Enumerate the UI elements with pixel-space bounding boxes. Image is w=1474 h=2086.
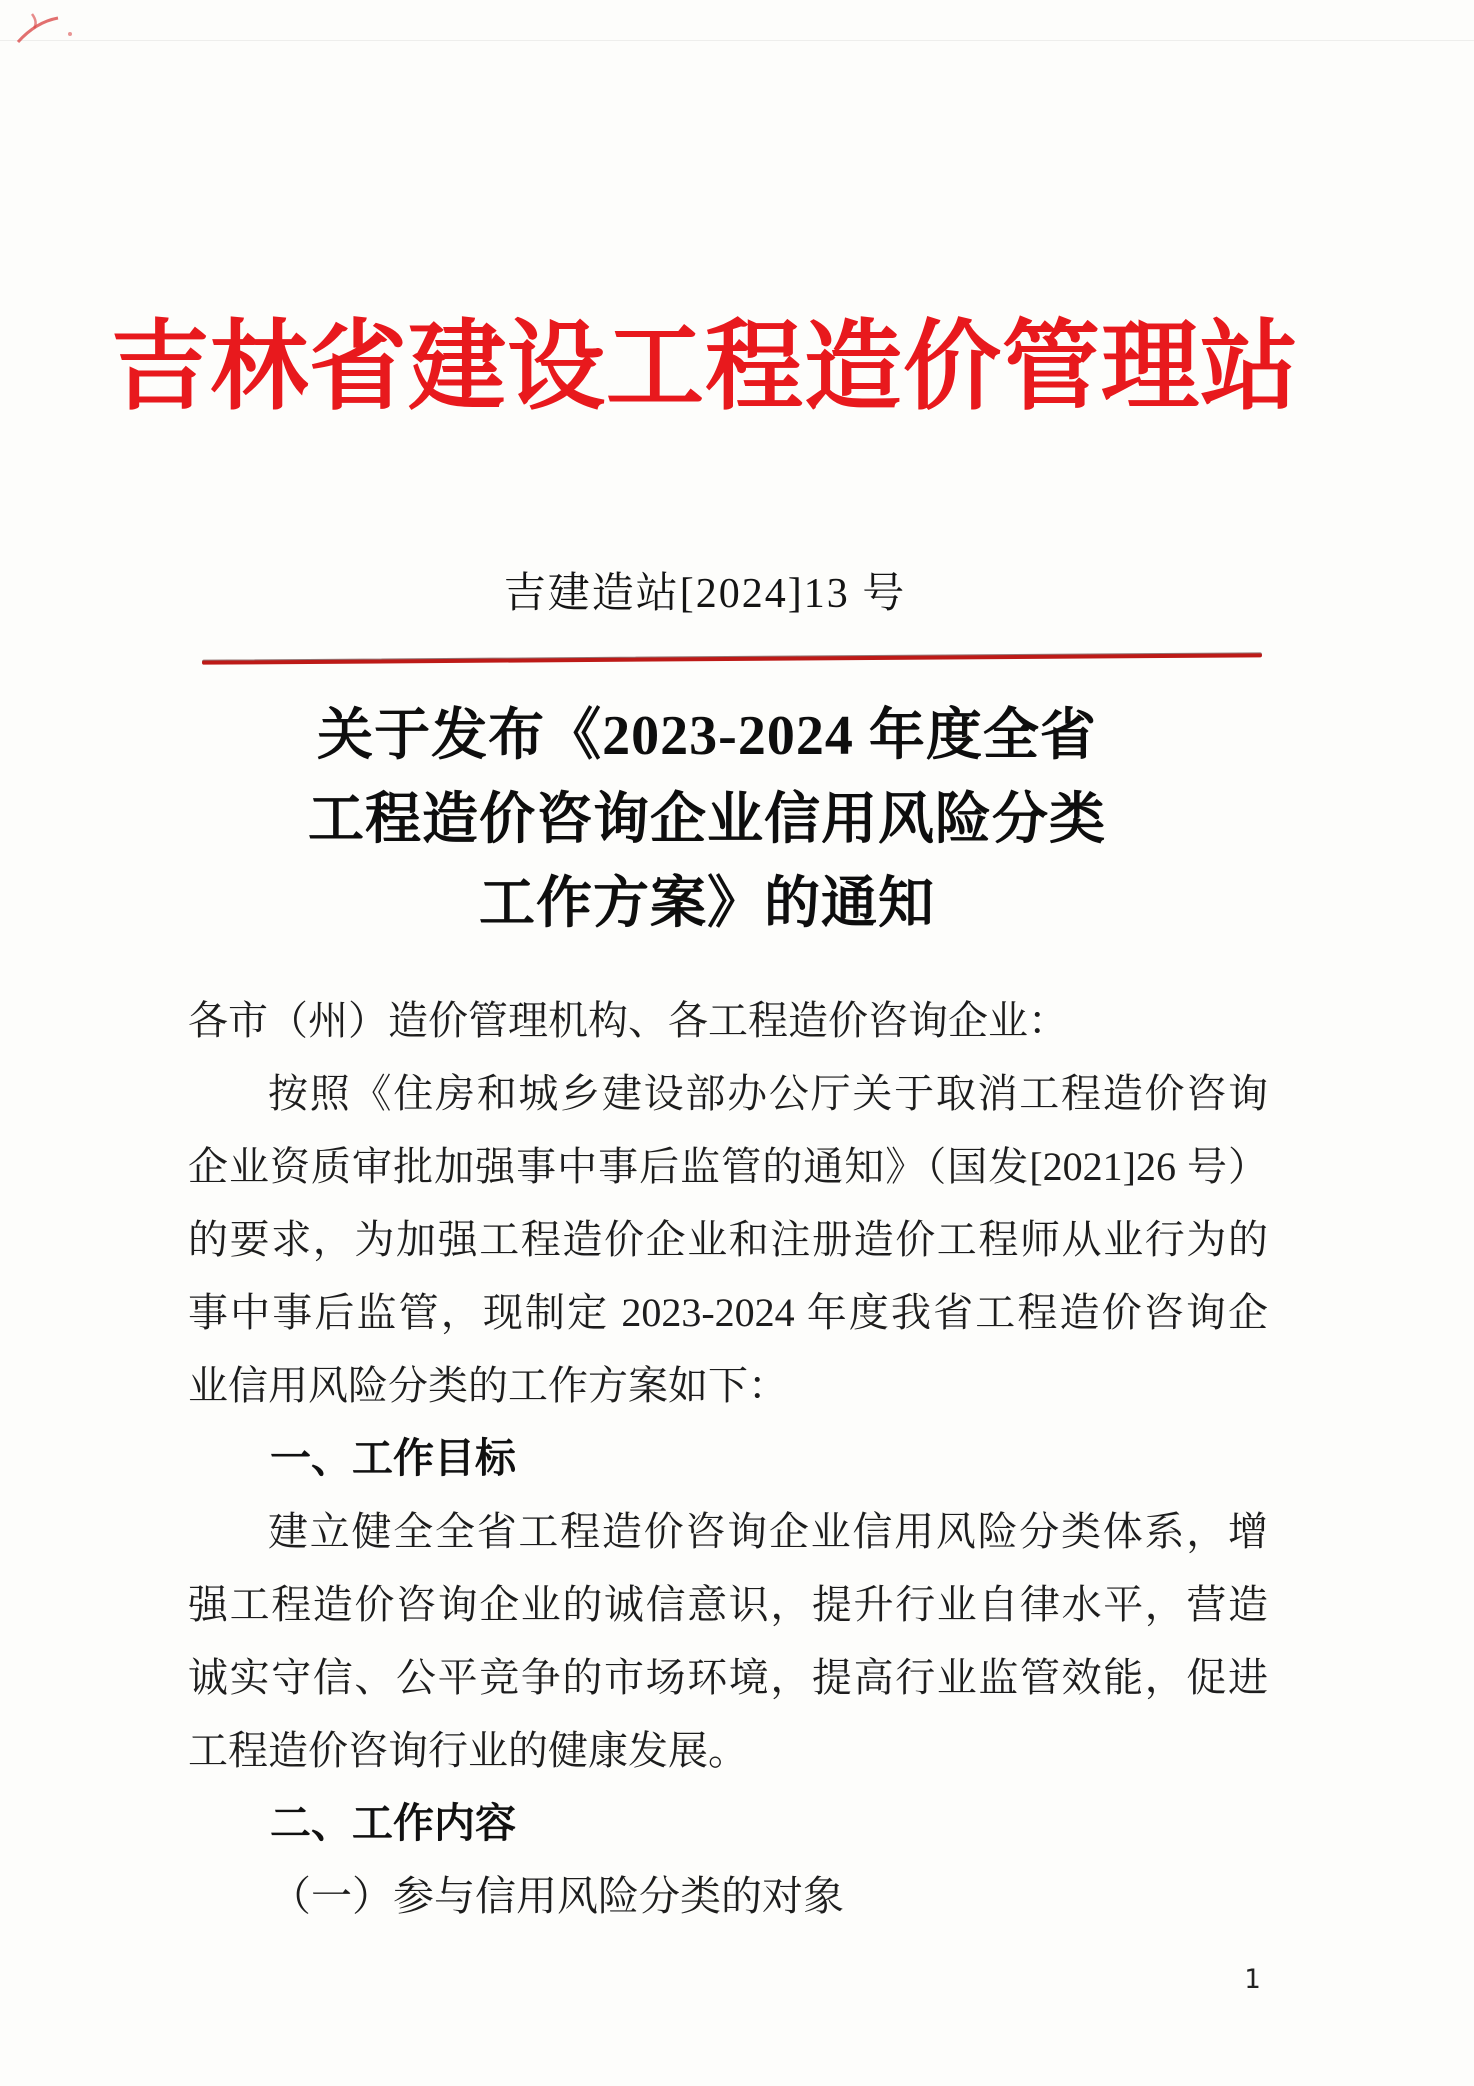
notice-title-line-3: 工作方案》的通知 (479, 873, 935, 935)
document-number: 吉建造站[2024]13 号 (503, 571, 907, 617)
body-text-line: 建立健全全省工程造价咨询企业信用风险分类体系，增 (268, 1509, 1268, 1554)
section-heading-2: 二、工作内容 (270, 1800, 516, 1846)
body-text-line: 工程造价咨询行业的健康发展。 (188, 1728, 748, 1773)
section-heading-1: 一、工作目标 (270, 1435, 516, 1481)
body-text-line: 的要求，为加强工程造价企业和注册造价工程师从业行为的 (188, 1217, 1268, 1262)
salutation: 各市（州）造价管理机构、各工程造价咨询企业： (188, 998, 1068, 1043)
body-text-line: 企业资质审批加强事中事后监管的通知》（国发[2021]26 号） (188, 1144, 1268, 1189)
agency-title: 吉林省建设工程造价管理站 (110, 314, 1299, 422)
notice-title-line-2: 工程造价咨询企业信用风险分类 (308, 789, 1106, 851)
body-text-line: 业信用风险分类的工作方案如下： (188, 1363, 788, 1408)
document-body (188, 984, 1268, 1933)
subsection-heading: （一）参与信用风险分类的对象 (270, 1873, 844, 1919)
scan-artifact-line (0, 40, 1474, 41)
body-text-line: 诚实守信、公平竞争的市场环境，提高行业监管效能，促进 (188, 1655, 1268, 1700)
body-text-line: 强工程造价咨询企业的诚信意识，提升行业自律水平，营造 (188, 1582, 1268, 1627)
body-text-line: 按照《住房和城乡建设部办公厅关于取消工程造价咨询 (268, 1071, 1268, 1116)
page-number: 1 (1244, 1964, 1261, 1995)
red-pen-marks-icon (6, 4, 96, 74)
notice-title (0, 694, 1444, 946)
body-text-line: 事中事后监管，现制定 2023-2024 年度我省工程造价咨询企 (188, 1290, 1268, 1335)
red-divider-rule (202, 653, 1262, 664)
notice-title-line-1: 关于发布《2023-2024 年度全省 (317, 705, 1097, 767)
